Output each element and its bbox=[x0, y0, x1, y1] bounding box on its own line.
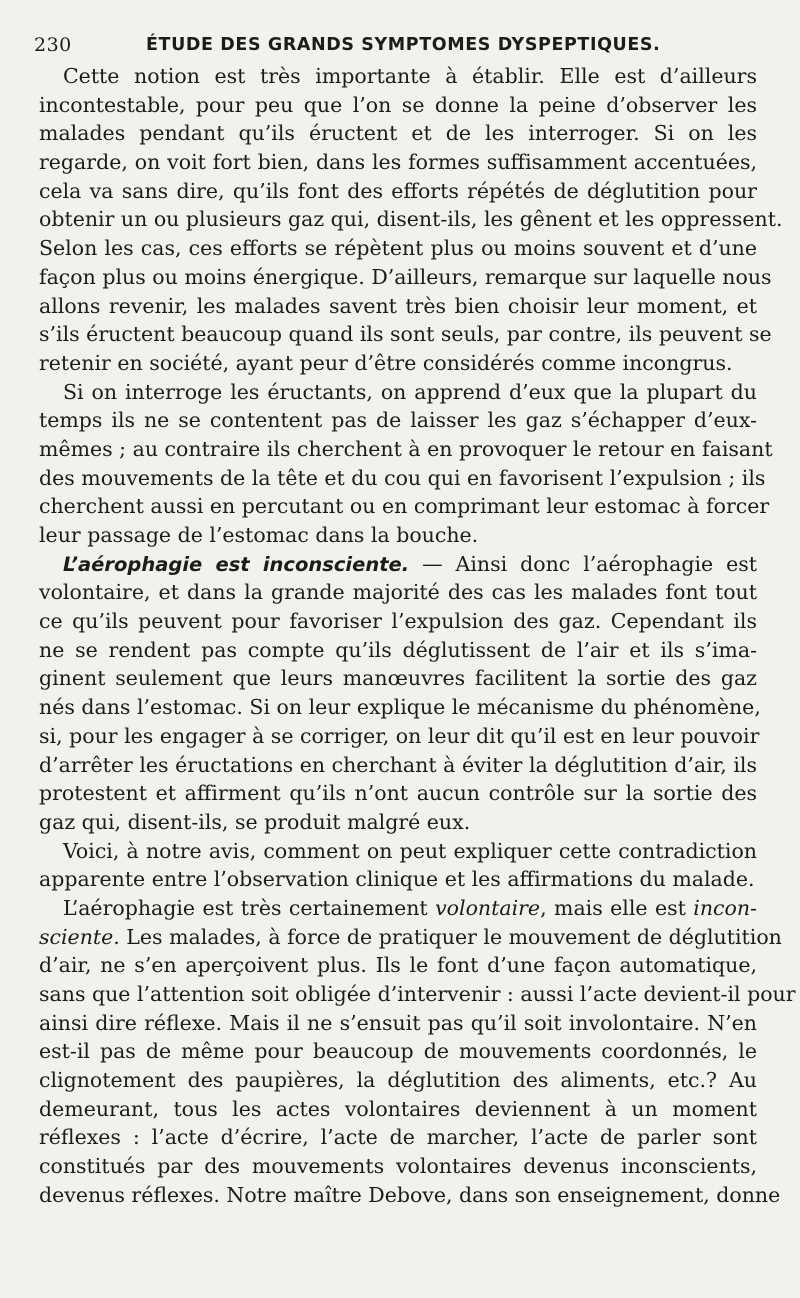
text-line: Voici, à notre avis, comment on peut expliquer cette contradiction bbox=[63, 838, 757, 863]
text-run: , mais elle est bbox=[540, 895, 694, 920]
text-line: Si on interroge les éructants, on apprend d’eux que la plupart du bbox=[63, 379, 757, 404]
running-title: ÉTUDE DES GRANDS SYMPTOMES DYSPEPTIQUES. bbox=[146, 35, 661, 55]
text-line: cela va sans dire, qu’ils font des efforts répétés de déglutition pour bbox=[39, 178, 757, 203]
text-line: cherchent aussi en percutant ou en comprimant leur estomac à forcer bbox=[39, 494, 770, 519]
page-header bbox=[34, 34, 760, 58]
text-line: constitués par des mouvements volontaires devenus inconscients, bbox=[39, 1154, 757, 1179]
emphasis-volontaire: volontaire bbox=[435, 895, 541, 920]
text-line: d’arrêter les éructations en cherchant à éviter la déglutition d’air, ils bbox=[39, 752, 757, 777]
body-text bbox=[39, 62, 796, 1210]
emphasis-inconsciente: incon- bbox=[693, 895, 757, 920]
text-line: sans que l’attention soit obligée d’intervenir : aussi l’acte devient-il pour bbox=[39, 982, 796, 1006]
text-line: protestent et affirment qu’ils n’ont aucun contrôle sur la sortie des bbox=[39, 781, 757, 806]
section-heading: L’aérophagie est inconsciente. bbox=[63, 552, 410, 576]
text-line: apparente entre l’observation clinique et les affirmations du malade. bbox=[39, 867, 755, 892]
heading-continuation: — Ainsi donc l’aérophagie est bbox=[422, 551, 757, 576]
text-line: obtenir un ou plusieurs gaz qui, disent-ils, les gênent et les oppressent. bbox=[39, 207, 783, 232]
page-number: 230 bbox=[34, 34, 72, 56]
text-line: d’air, ne s’en aperçoivent plus. Ils le font d’une façon automatique, bbox=[39, 953, 757, 978]
text-line: retenir en société, ayant peur d’être considérés comme incongrus. bbox=[39, 350, 733, 375]
text-line: gaz qui, disent-ils, se produit malgré eux. bbox=[39, 809, 471, 834]
text-line: des mouvements de la tête et du cou qui en favorisent l’expulsion ; ils bbox=[39, 465, 766, 490]
text-line: clignotement des paupières, la déglutition des aliments, etc.? Au bbox=[39, 1068, 757, 1093]
text-line: malades pendant qu’ils éructent et de les interroger. Si on les bbox=[39, 121, 757, 146]
text-line: demeurant, tous les actes volontaires deviennent à un moment bbox=[39, 1096, 757, 1121]
text-line: ne se rendent pas compte qu’ils déglutissent de l’air et ils s’ima- bbox=[39, 637, 757, 662]
text-line: s’ils éructent beaucoup quand ils sont seuls, par contre, ils peuvent se bbox=[39, 322, 772, 347]
paragraph-5 bbox=[39, 894, 796, 1210]
text-line: nés dans l’estomac. Si on leur explique le mécanisme du phénomène, bbox=[39, 695, 761, 720]
text-line: volontaire, et dans la grande majorité des cas les malades font tout bbox=[39, 580, 757, 605]
paragraph-3 bbox=[39, 550, 761, 837]
text-line: mêmes ; au contraire ils cherchent à en provoquer le retour en faisant bbox=[39, 436, 773, 461]
text-line: ce qu’ils peuvent pour favoriser l’expulsion des gaz. Cependant ils bbox=[39, 609, 757, 634]
text-run: Les malades, à force de pratiquer le mouvement de déglutition bbox=[119, 924, 782, 949]
text-line: réflexes : l’acte d’écrire, l’acte de marcher, l’acte de parler sont bbox=[39, 1125, 757, 1150]
paragraph-4 bbox=[39, 837, 757, 894]
text-line: est-il pas de même pour beaucoup de mouvements coordonnés, le bbox=[39, 1039, 757, 1064]
text-line bbox=[39, 894, 757, 923]
text-line: Cette notion est très importante à établir. Elle est d’ailleurs bbox=[63, 64, 757, 88]
text-line: temps ils ne se contentent pas de laisser les gaz s’échapper d’eux- bbox=[39, 408, 757, 433]
text-line: si, pour les engager à se corriger, on leur dit qu’il est en leur pouvoir bbox=[39, 723, 760, 748]
text-line bbox=[39, 550, 757, 579]
paragraph-1 bbox=[39, 62, 783, 378]
text-run: L’aérophagie est très certainement bbox=[63, 895, 436, 920]
text-line: devenus réflexes. Notre maître Debove, dans son enseignement, donne bbox=[39, 1182, 781, 1207]
paragraph-2 bbox=[39, 378, 773, 550]
text-line: ginent seulement que leurs manœuvres facilitent la sortie des gaz bbox=[39, 666, 757, 691]
text-line: façon plus ou moins énergique. D’ailleurs, remarque sur laquelle nous bbox=[39, 264, 772, 289]
emphasis-sciente: sciente. bbox=[39, 924, 120, 949]
text-line: regarde, on voit fort bien, dans les formes suffisamment accentuées, bbox=[39, 150, 757, 175]
text-line: incontestable, pour peu que l’on se donne la peine d’observer les bbox=[39, 92, 757, 117]
text-line: leur passage de l’estomac dans la bouche. bbox=[39, 523, 479, 547]
text-line: ainsi dire réflexe. Mais il ne s’ensuit pas qu’il soit involontaire. N’en bbox=[39, 1010, 757, 1035]
text-line: Selon les cas, ces efforts se répètent plus ou moins souvent et d’une bbox=[39, 236, 757, 261]
text-line: allons revenir, les malades savent très bien choisir leur moment, et bbox=[39, 293, 757, 318]
text-line bbox=[39, 923, 782, 952]
